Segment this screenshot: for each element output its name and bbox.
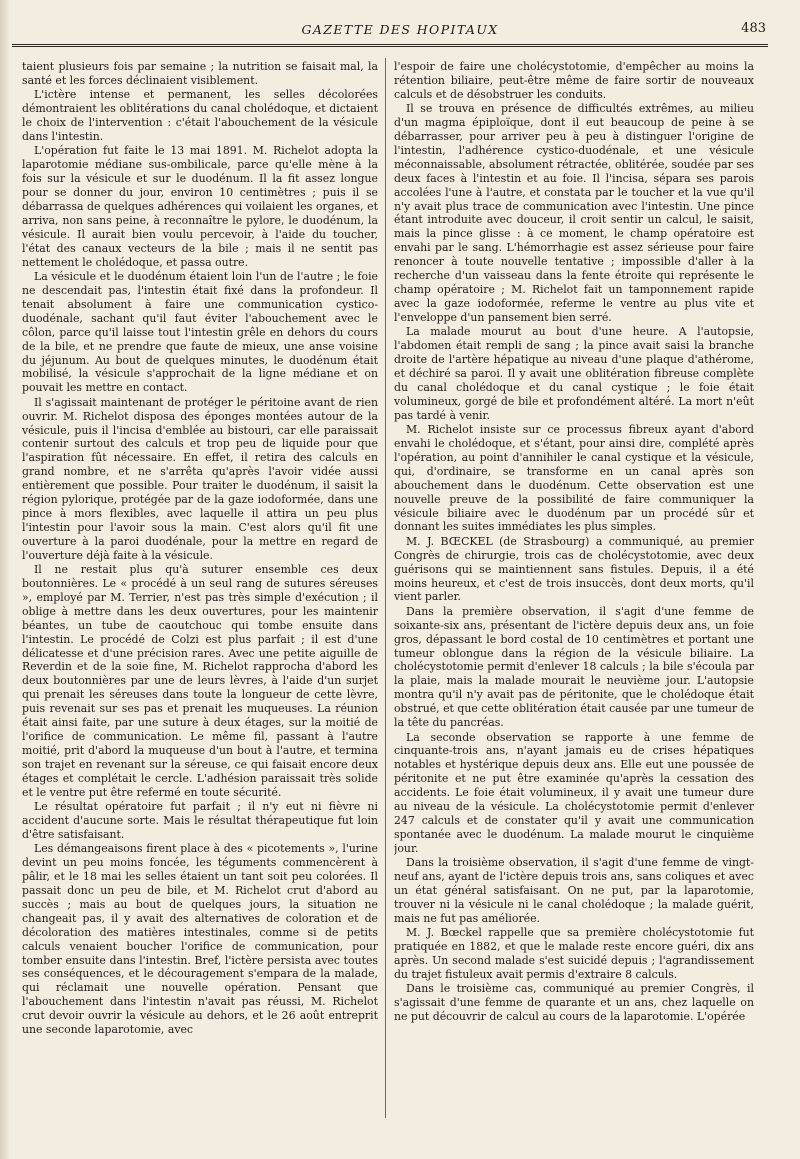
paragraph: Il ne restait plus qu'à suturer ensemble ces deux boutonnières. Le « procédé à un seul rang de sutures séreuses », employé par M. Terrier, n'est pas très simple d'exécution ; il oblige à mettre dans les deux ouvertures, pour les maintenir béantes, un tube de caoutchouc qui tombe ensuite dans l'intestin. Le procédé de Colzi est plus parfait ; il est d'une délicatesse et d'une précision rares. Avec une petite aiguille de Reverdin et de la soie fine, M. Richelot rapprocha d'abord les deux boutonnières par une de leurs lèvres, à l'aide d'un surjet qui prenait les séreuses dans toute la longueur de cette lèvre, puis revenait sur ses pas et prenait les muqueuses. La réunion était ainsi faite, par une suture à deux étages, sur la moitié de l'orifice de communication. Le même fil, passant à l'autre moitié, prit d'abord la muqueuse d'un bout à l'autre, et termina son trajet en revenant sur la séreuse, ce qui faisait encore deux étages et complétait le cercle. L'adhésion paraissait très solide et le ventre put être refermé en toute sécurité. xyxy=(22,563,378,799)
page-number: 483 xyxy=(741,21,766,36)
paragraph: L'ictère intense et permanent, les selles décolorées démontraient les oblitérations du canal cholédoque, et dictaient le choix de l'intervention : c'était l'abouchement de la vésicule dans l'intestin. xyxy=(22,88,378,144)
paragraph: La vésicule et le duodénum étaient loin l'un de l'autre ; le foie ne descendait pas, l'intestin était fixé dans la profondeur. Il tenait absolument à faire une communication cystico-duodénale, sachant qu'il faut éviter l'abouchement avec le côlon, parce qu'il laisse tout l'intestin grêle en dehors du cours de la bile, et ne prendre que faute de mieux, une anse voisine du jéjunum. Au bout de quelques minutes, le duodénum était mobilisé, la vésicule s'approchait de la ligne médiane et on pouvait les mettre en contact. xyxy=(22,270,378,395)
running-title: GAZETTE DES HOPITAUX xyxy=(301,22,499,37)
header-double-rule xyxy=(12,44,768,47)
page-binding-edge xyxy=(0,0,9,1159)
paragraph: Dans la première observation, il s'agit d'une femme de soixante-six ans, présentant de l'ictère depuis deux ans, un foie gros, dépassant le bord costal de 10 centimètres et portant une tumeur oblongue dans la région de la vésicule biliaire. La cholécystotomie permit d'enlever 18 calculs ; la bile s'écoula par la plaie, mais la malade mourait le neuvième jour. L'autopsie montra qu'il n'y avait pas de péritonite, que le cholédoque était obstrué, et que cette oblitération était causée par une tumeur de la tête du pancréas. xyxy=(394,604,754,730)
paragraph: Dans la troisième observation, il s'agit d'une femme de vingt-neuf ans, ayant de l'ictère depuis trois ans, sans coliques et avec un état général satisfaisant. On ne put, par la laparotomie, trouver ni la vésicule ni le canal cholédoque ; la malade guérit, mais ne fut pas améliorée. xyxy=(394,856,754,925)
paragraph: Il se trouva en présence de difficultés extrêmes, au milieu d'un magma épiploïque, dont il eut beaucoup de peine à se débarrasser, pour arriver peu à peu à distinguer l'origine de l'intestin, l'adhérence cystico-duodénale, et une vésicule méconnaissable, absolument rétractée, oblitérée, soudée par ses deux faces à l'intestin et au foie. Il l'incisa, sépara ses parois accolées l'une à l'autre, et constata par le toucher et la vue qu'il n'y avait plus trace de communication avec l'intestin. Une pince étant introduite avec douceur, il croit sentir un calcul, le saisit, mais la pince glisse : à ce moment, le champ opératoire est envahi par le sang. L'hémorrhagie est assez sérieuse pour faire renoncer à toute nouvelle tentative ; impossible d'aller à la recherche d'un vaisseau dans la fente étroite qui représente le champ opératoire ; M. Richelot fait un tamponnement rapide avec la gaze iodoformée, referme le ventre au plus vite et l'enveloppe d'un pansement bien serré. xyxy=(394,102,754,324)
paragraph: L'opération fut faite le 13 mai 1891. M. Richelot adopta la laparotomie médiane sus-ombilicale, parce qu'elle mène à la fois sur la vésicule et sur le duodénum. Il la fit assez longue pour se donner du jour, environ 10 centimètres ; puis il se débarrassa de quelques adhérences qui voilaient les organes, et arriva, non sans peine, à reconnaître le pylore, le duodénum, la vésicule. Il aurait bien voulu percevoir, à l'aide du toucher, l'état des canaux vecteurs de la bile ; mais il ne sentit pas nettement le cholédoque, et passa outre. xyxy=(22,144,378,269)
paragraph: taient plusieurs fois par semaine ; la nutrition se faisait mal, la santé et les forces déclinaient visiblement. xyxy=(22,60,378,87)
paragraph: l'espoir de faire une cholécystotomie, d'empêcher au moins la rétention biliaire, peut-être même de faire sortir de nouveaux calculs et de désobstruer les conduits. xyxy=(394,60,754,101)
paragraph: Le résultat opératoire fut parfait ; il n'y eut ni fièvre ni accident d'aucune sorte. Mais le résultat thérapeutique fut loin d'être satisfaisant. xyxy=(22,800,378,841)
paragraph: La seconde observation se rapporte à une femme de cinquante-trois ans, n'ayant jamais eu de crises hépatiques notables et hystérique depuis deux ans. Elle eut une poussée de péritonite et ne put être examinée qu'après la cessation des accidents. Le foie était volumineux, il y avait une tumeur dure au niveau de la vésicule. La cholécystotomie permit d'enlever 247 calculs et de constater qu'il y avait une communication spontanée avec le duodénum. La malade mourut le cinquième jour. xyxy=(394,730,754,855)
paragraph: Il s'agissait maintenant de protéger le péritoine avant de rien ouvrir. M. Richelot disposa des éponges montées autour de la vésicule, puis il l'incisa d'emblée au bistouri, car elle paraissait contenir surtout des calculs et trop peu de liquide pour que l'aspiration fût nécessaire. En effet, il retira des calculs en grand nombre, et ne s'arrêta qu'après l'avoir vidée aussi entièrement que possible. Pour traiter le duodénum, il saisit la région pylorique, protégée par de la gaze iodoformée, dans une pince à mors flexibles, avec laquelle il attira un peu plus l'intestin pour l'avoir sous la main. C'est alors qu'il fit une ouverture à la paroi duodénale, pour la mettre en regard de l'ouverture déjà faite à la vésicule. xyxy=(22,395,378,562)
left-column xyxy=(22,60,378,1150)
column-divider xyxy=(385,58,386,1118)
paragraph: Les démangeaisons firent place à des « picotements », l'urine devint un peu moins foncée, les téguments commencèrent à pâlir, et le 18 mai les selles étaient un tant soit peu colorées. Il passait donc un peu de bile, et M. Richelot crut d'abord au succès ; mais au bout de quelques jours, la situation ne changeait pas, il y avait des alternatives de coloration et de décoloration des matières intestinales, comme si de petits calculs venaient boucher l'orifice de communication, pour tomber ensuite dans l'intestin. Bref, l'ictère persista avec toutes ses conséquences, et le découragement s'empara de la malade, qui réclamait une nouvelle opération. Pensant que l'abouchement dans l'intestin n'avait pas réussi, M. Richelot crut devoir ouvrir la vésicule au dehors, et le 26 août entreprit une seconde laparotomie, avec xyxy=(22,842,378,1037)
paragraph: La malade mourut au bout d'une heure. A l'autopsie, l'abdomen était rempli de sang ; la pince avait saisi la branche droite de l'artère hépatique au niveau d'une plaque d'athérome, et déchiré sa paroi. Il y avait une oblitération fibreuse complète du canal cholédoque et du canal cystique ; le foie était volumineux, gorgé de bile et profondément altéré. La mort n'eût pas tardé à venir. xyxy=(394,325,754,422)
paragraph: M. Richelot insiste sur ce processus fibreux ayant d'abord envahi le cholédoque, et s'étant, pour ainsi dire, complété après l'opération, au point d'annihiler le canal cystique et la vésicule, qui, d'ordinaire, se transforme en un canal après son abouchement dans le duodénum. Cette observation est une nouvelle preuve de la possibilité de faire communiquer la vésicule biliaire avec le duodénum par un procédé sûr et donnant les suites immédiates les plus simples. xyxy=(394,423,754,534)
right-column xyxy=(394,60,754,1150)
paragraph: M. J. Bœckel rappelle que sa première cholécystotomie fut pratiquée en 1882, et que le malade reste encore guéri, dix ans après. Un second malade s'est suicidé depuis ; l'agrandissement du trajet fistuleux avait permis d'extraire 8 calculs. xyxy=(394,926,754,981)
paragraph: Dans le troisième cas, communiqué au premier Congrès, il s'agissait d'une femme de quarante et un ans, chez laquelle on ne put découvrir de calcul au cours de la laparotomie. L'opérée xyxy=(394,982,754,1024)
page-header xyxy=(30,22,770,44)
paragraph: M. J. BŒCKEL (de Strasbourg) a communiqué, au premier Congrès de chirurgie, trois cas de cholécystotomie, avec deux guérisons qui se maintiennent sans fistules. Depuis, il a été moins heureux, et c'est de trois insuccès, dont deux morts, qu'il vient parler. xyxy=(394,534,754,604)
